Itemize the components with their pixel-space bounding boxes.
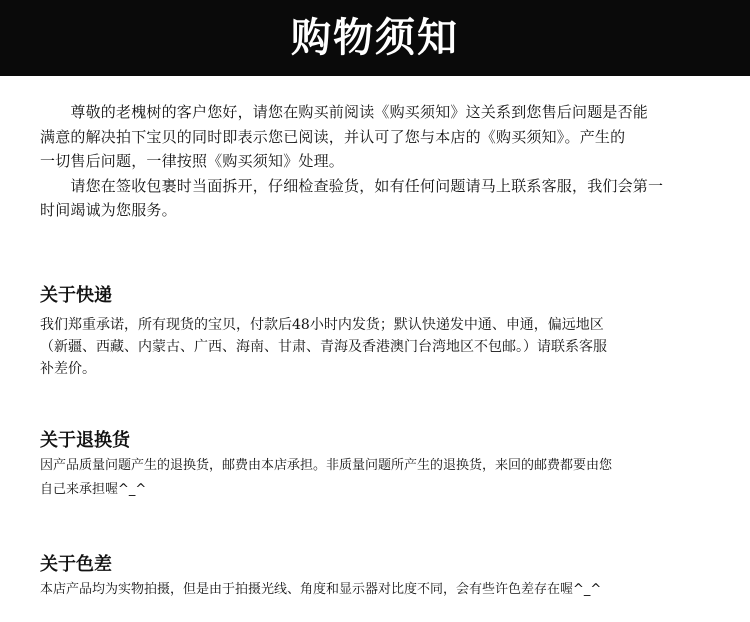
intro-paragraph (40, 100, 730, 223)
intro-line: 时间竭诚为您服务。 (40, 201, 177, 219)
intro-line: 尊敬的老槐树的客户您好，请您在购买前阅读《购买须知》这关系到您售后问题是否能 (40, 103, 649, 121)
section-body-color-difference (40, 578, 730, 602)
section-line: （新疆、西藏、内蒙古、广西、海南、甘肃、青海及香港澳门台湾地区不包邮。）请联系客服 (40, 339, 607, 355)
intro-line: 请您在签收包裹时当面拆开，仔细检查验货，如有任何问题请马上联系客服，我们会第一 (40, 176, 664, 195)
section-body-shipping (40, 314, 730, 380)
page-title: 购物须知 (291, 14, 459, 61)
section-title-shipping: 关于快递 (40, 285, 112, 306)
section-title-color-difference: 关于色差 (40, 554, 112, 575)
section-line: 补差价。 (40, 361, 96, 377)
section-line: 因产品质量问题产生的退换货，邮费由本店承担。非质量问题所产生的退换货，来回的邮费都要由您 (40, 458, 613, 473)
intro-line: 一切售后问题，一律按照《购买须知》处理。 (40, 152, 345, 170)
section-line: 本店产品均为实物拍摄，但是由于拍摄光线、角度和显示器对比度不同，会有些许色差存在喔^_^ (40, 582, 602, 597)
section-line: 自己来承担喔^_^ (40, 482, 147, 497)
section-title-returns: 关于退换货 (40, 430, 130, 451)
intro-line: 满意的解决拍下宝贝的同时即表示您已阅读，并认可了您与本店的《购买须知》。产生的 (40, 127, 626, 146)
section-line: 我们郑重承诺，所有现货的宝贝，付款后48小时内发货；默认快递发中通、申通，偏远地区 (40, 317, 604, 333)
section-body-returns (40, 454, 730, 502)
header-banner (0, 0, 750, 76)
